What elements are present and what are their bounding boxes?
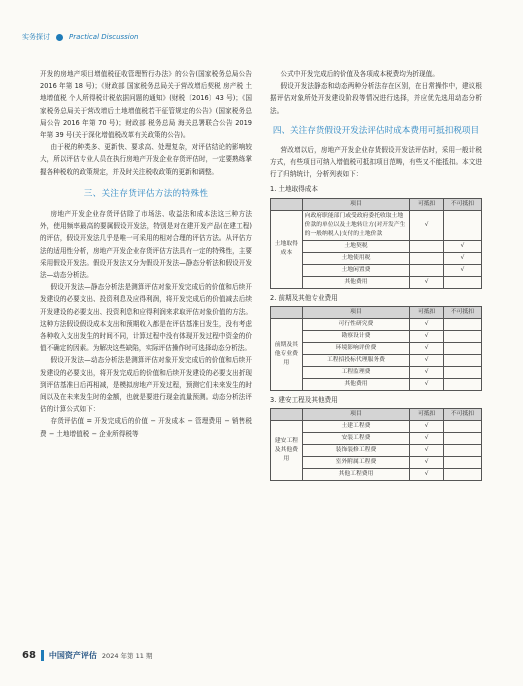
table-caption: 2. 前期及其他专业费用: [270, 293, 338, 302]
body-paragraph: 营改增以后，房地产开发企业存货假设开发法评估时，采用一般计税方式，有些项目可纳入增值税可抵扣项目范畴，有些又不能抵扣。本文进行了归纳统计，分析列表如下：: [270, 145, 482, 179]
deduction-table-construction: [270, 408, 482, 481]
body-paragraph: 假设开发法—动态分析法是测算评估对象开发完成后的价值和后续开发建设的必要支出，将开发完成后的价值和后续开发建设的必要支出折现到评估基准日后再相减，是模拟房地产开发过程，预测它们未来发生的时间以及在未来发生时的金额，也就是要进行现金流量预测。动态分析法评估的计算公式如下：: [40, 356, 252, 414]
table-row: [271, 264, 482, 276]
table-cell-item: 其他费用: [302, 276, 410, 288]
table-cell-no: [444, 276, 482, 288]
table-header-deductible: 可抵扣: [410, 306, 444, 318]
table-group-cell: 建安工程及其他费用: [271, 421, 303, 481]
table-row: [271, 421, 482, 433]
section-label: 实务探讨: [22, 33, 50, 41]
body-paragraph: 假设开发法—静态分析法是测算评估对象开发完成后的价值和后续开发建设的必要支出、投资利息及应得利润，将开发完成后的价值减去后续开发建设的必要支出、投资利息和应得利润来求取评估对象价值的方法。这种方法假设假设成本支出和预期收入都是在评估基准日发生，没有考虑各种收入支出发生的时间不同，计算过程中没有体现开发过程中资金的价值不确定的因素。为解决这些缺陷，实际评估操作时可选择动态分析法。: [40, 283, 252, 353]
table-row: [271, 330, 482, 342]
table-cell-item: 其他费用: [302, 378, 410, 390]
table-cell-item: 向政府职能部门或受政府委托收取土地价款的单位以及土地转让方(对开发产生的一般纳税人)支付的土地价款: [302, 210, 410, 240]
footer-divider: [41, 650, 44, 661]
table-cell-no: [444, 342, 482, 354]
table-row: [271, 342, 482, 354]
table-row: [271, 240, 482, 252]
table-header-group: [271, 409, 303, 421]
table-caption: 3. 建安工程及其他费用: [270, 395, 338, 404]
table-cell-yes: √: [410, 276, 444, 288]
formula-paragraph: 存货评估值 = 开发完成后的价值 − 开发成本 − 管理费用 − 销售税费 − 土地增值税 − 企业所得税等: [40, 417, 252, 438]
page-footer: [22, 650, 152, 661]
table-cell-item: 其他工程费用: [302, 469, 410, 481]
table-header-group: [271, 306, 303, 318]
bullet-dot-icon: [56, 34, 63, 41]
table-cell-item: 装饰装修工程费: [302, 445, 410, 457]
deduction-table-preliminary: [270, 306, 482, 391]
section-heading: 四、关注存货假设开发法评估时成本费用可抵扣税项目: [272, 125, 480, 136]
table-cell-yes: √: [410, 342, 444, 354]
table-cell-yes: √: [410, 210, 444, 240]
table-cell-no: [444, 210, 482, 240]
table-header-item: 项目: [302, 409, 410, 421]
table-cell-no: √: [444, 252, 482, 264]
deduction-table-land: [270, 198, 482, 289]
table-cell-no: [444, 354, 482, 366]
table-cell-no: [444, 318, 482, 330]
left-column: [40, 68, 252, 440]
table-cell-yes: √: [410, 354, 444, 366]
table-cell-item: 土建工程费: [302, 421, 410, 433]
table-cell-item: 环境影响评价费: [302, 342, 410, 354]
table-row: [271, 445, 482, 457]
section-heading: 三、关注存货评估方法的特殊性: [83, 188, 209, 199]
table-cell-yes: √: [410, 378, 444, 390]
table-header-deductible: 可抵扣: [410, 198, 444, 210]
body-paragraph: 房地产开发企业存货评估除了市场法、收益法和成本法这三种方法外，使用频率最高的要属假设开发法，特别是对在建开发产品(在建工程)的评估，假设开发法几乎是唯一可采用的相对合理的评估方法。从评估方法的适用性分析，房地产开发企业存货评估方法具有一定的特殊性，主要采用假设开发法。假设开发法又分为假设开发法—静态分析法和假设开发法—动态分析法。: [40, 210, 252, 280]
table-group-cell: 前期及其他专业费用: [271, 318, 303, 390]
table-cell-item: 可行性研究费: [302, 318, 410, 330]
issue-label: 2024 年第 11 期: [101, 652, 153, 660]
table-row: [271, 378, 482, 390]
table-cell-yes: √: [410, 318, 444, 330]
table-cell-yes: [410, 264, 444, 276]
table-row: [271, 457, 482, 469]
table-cell-yes: [410, 252, 444, 264]
table-header-group: [271, 198, 303, 210]
table-header-nondeductible: 不可抵扣: [444, 198, 482, 210]
table-cell-no: [444, 445, 482, 457]
table-header-nondeductible: 不可抵扣: [444, 409, 482, 421]
table-cell-item: 土地使用税: [302, 252, 410, 264]
table-cell-item: 工程监理费: [302, 366, 410, 378]
table-row: [271, 354, 482, 366]
table-caption: 1. 土地取得成本: [270, 185, 318, 194]
table-header-item: 项目: [302, 306, 410, 318]
table-cell-no: [444, 433, 482, 445]
table-cell-no: [444, 330, 482, 342]
table-cell-no: [444, 457, 482, 469]
table-header-nondeductible: 不可抵扣: [444, 306, 482, 318]
body-paragraph: 由于税的种类多、更新快、要求高、处理复杂，对评估结论的影响较大，所以评估专业人员在执行房地产开发企业存货评估时，一定要熟练掌握各种税收的政策规定，并及时关注税收政策的更新和调整。: [40, 143, 252, 176]
body-paragraph: 公式中开发完成后的价值及各项成本税费均为折现值。: [280, 70, 439, 78]
table-row: [271, 276, 482, 288]
right-column: [270, 68, 482, 481]
table-cell-no: [444, 378, 482, 390]
table-cell-item: 工程招投标代理服务费: [302, 354, 410, 366]
table-cell-yes: √: [410, 421, 444, 433]
table-cell-yes: √: [410, 445, 444, 457]
table-cell-yes: [410, 240, 444, 252]
table-cell-yes: √: [410, 433, 444, 445]
table-cell-item: 勘察设计费: [302, 330, 410, 342]
table-cell-item: 安装工程费: [302, 433, 410, 445]
table-cell-yes: √: [410, 469, 444, 481]
table-row: [271, 318, 482, 330]
table-group-cell: 土地取得成本: [271, 210, 303, 288]
table-cell-item: 土地契税: [302, 240, 410, 252]
table-cell-item: 室外附属工程费: [302, 457, 410, 469]
table-header-deductible: 可抵扣: [410, 409, 444, 421]
section-header: [22, 32, 138, 42]
magazine-name: 中国资产评估: [48, 651, 97, 660]
table-header-item: 项目: [302, 198, 410, 210]
body-paragraph: 开发的房地产项目增值税征收管理暂行办法》的公告(国家税务总局公告 2016 年第 18 号)；《财政部 国家税务总局关于营改增后契税 房产税 土地增值税 个人所得税计税依据问题的通知》(财税〔2016〕43 号)；《国家税务总局关于营改增后土地增值税若干征管规定的公告》(国家税务总局公告 2016 年第 70 号)；财政部 税务总局 海关总署联合公告 2019 年第 39 号(关于深化增值税改革有关政策的公告)。: [40, 70, 252, 140]
table-cell-item: 土地闲置费: [302, 264, 410, 276]
table-row: [271, 433, 482, 445]
table-cell-no: [444, 469, 482, 481]
table-cell-no: √: [444, 240, 482, 252]
table-row: [271, 210, 482, 240]
page-number: 68: [22, 650, 36, 661]
table-cell-no: [444, 421, 482, 433]
table-row: [271, 366, 482, 378]
body-paragraph: 假设开发法静态和动态两种分析法存在区别，在日常操作中，建议根据评估对象所处开发建设阶段等情况进行选择，并应优先选用动态分析法。: [270, 82, 482, 115]
table-cell-no: √: [444, 264, 482, 276]
table-cell-yes: √: [410, 457, 444, 469]
table-row: [271, 252, 482, 264]
table-row: [271, 469, 482, 481]
table-cell-yes: √: [410, 330, 444, 342]
table-cell-yes: √: [410, 366, 444, 378]
table-cell-no: [444, 366, 482, 378]
section-label-english: Practical Discussion: [69, 33, 139, 41]
